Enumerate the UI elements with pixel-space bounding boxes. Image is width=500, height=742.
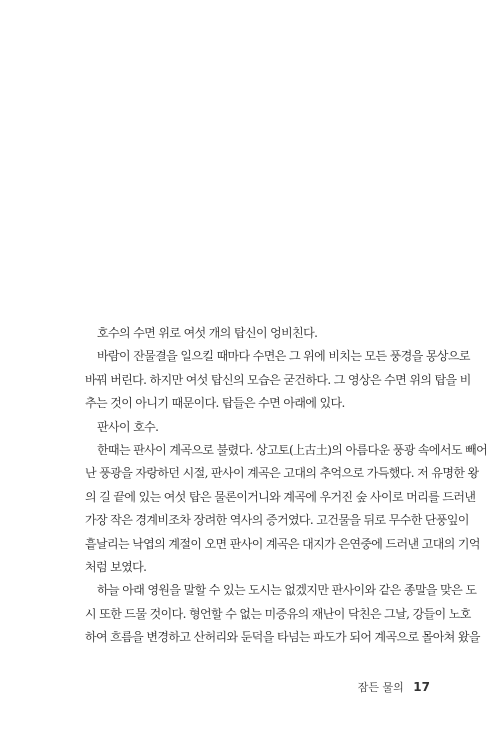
text-line: 가장 작은 경계비조차 장려한 역사의 증거였다. 고건물을 뒤로 무수한 단풍잎이 [85,513,469,528]
page-number: 17 [413,680,430,694]
body-text [85,322,488,650]
text-line: 추는 것이 아니기 때문이다. 탑들은 수면 아래에 있다. [85,396,345,411]
text-line: 흩날리는 낙엽의 계절이 오면 판사이 계곡은 대지가 은연중에 드러낸 고대의 기억 [85,536,480,551]
text-line: 판사이 호수. [97,419,159,434]
text-line: 난 풍광을 자랑하던 시절, 판사이 계곡은 고대의 추억으로 가득했다. 저 유명한 왕 [85,466,479,481]
text-line: 하늘 아래 영원을 말할 수 있는 도시는 없겠지만 판사이와 같은 종말을 맞은 도 [97,583,477,598]
text-line: 의 길 끝에 있는 여섯 탑은 물론이거니와 계곡에 우거진 숲 사이로 머리를 드러낸 [85,489,476,504]
text-line: 바꿔 버린다. 하지만 여섯 탑신의 모습은 굳건하다. 그 영상은 수면 위의 탑을 비 [85,372,471,387]
text-line: 한때는 판사이 계곡으로 불렸다. 상고토(上古土)의 아름다운 풍광 속에서도 빼어 [97,443,488,458]
running-title: 잠든 물의 [357,681,404,694]
page-footer [358,679,430,695]
text-line: 시 또한 드물 것이다. 형언할 수 없는 미증유의 재난이 닥친은 그날, 강들이 노호 [85,606,471,621]
text-line: 처럼 보였다. [85,560,147,575]
text-line: 바람이 잔물결을 일으킬 때마다 수면은 그 위에 비치는 모든 풍경을 몽상으로 [97,349,470,364]
text-line: 하여 흐름을 변경하고 산허리와 둔덕을 타넘는 파도가 되어 계곡으로 몰아쳐 왔을 [85,630,480,645]
text-line: 호수의 수면 위로 여섯 개의 탑신이 엉비친다. [97,326,318,340]
